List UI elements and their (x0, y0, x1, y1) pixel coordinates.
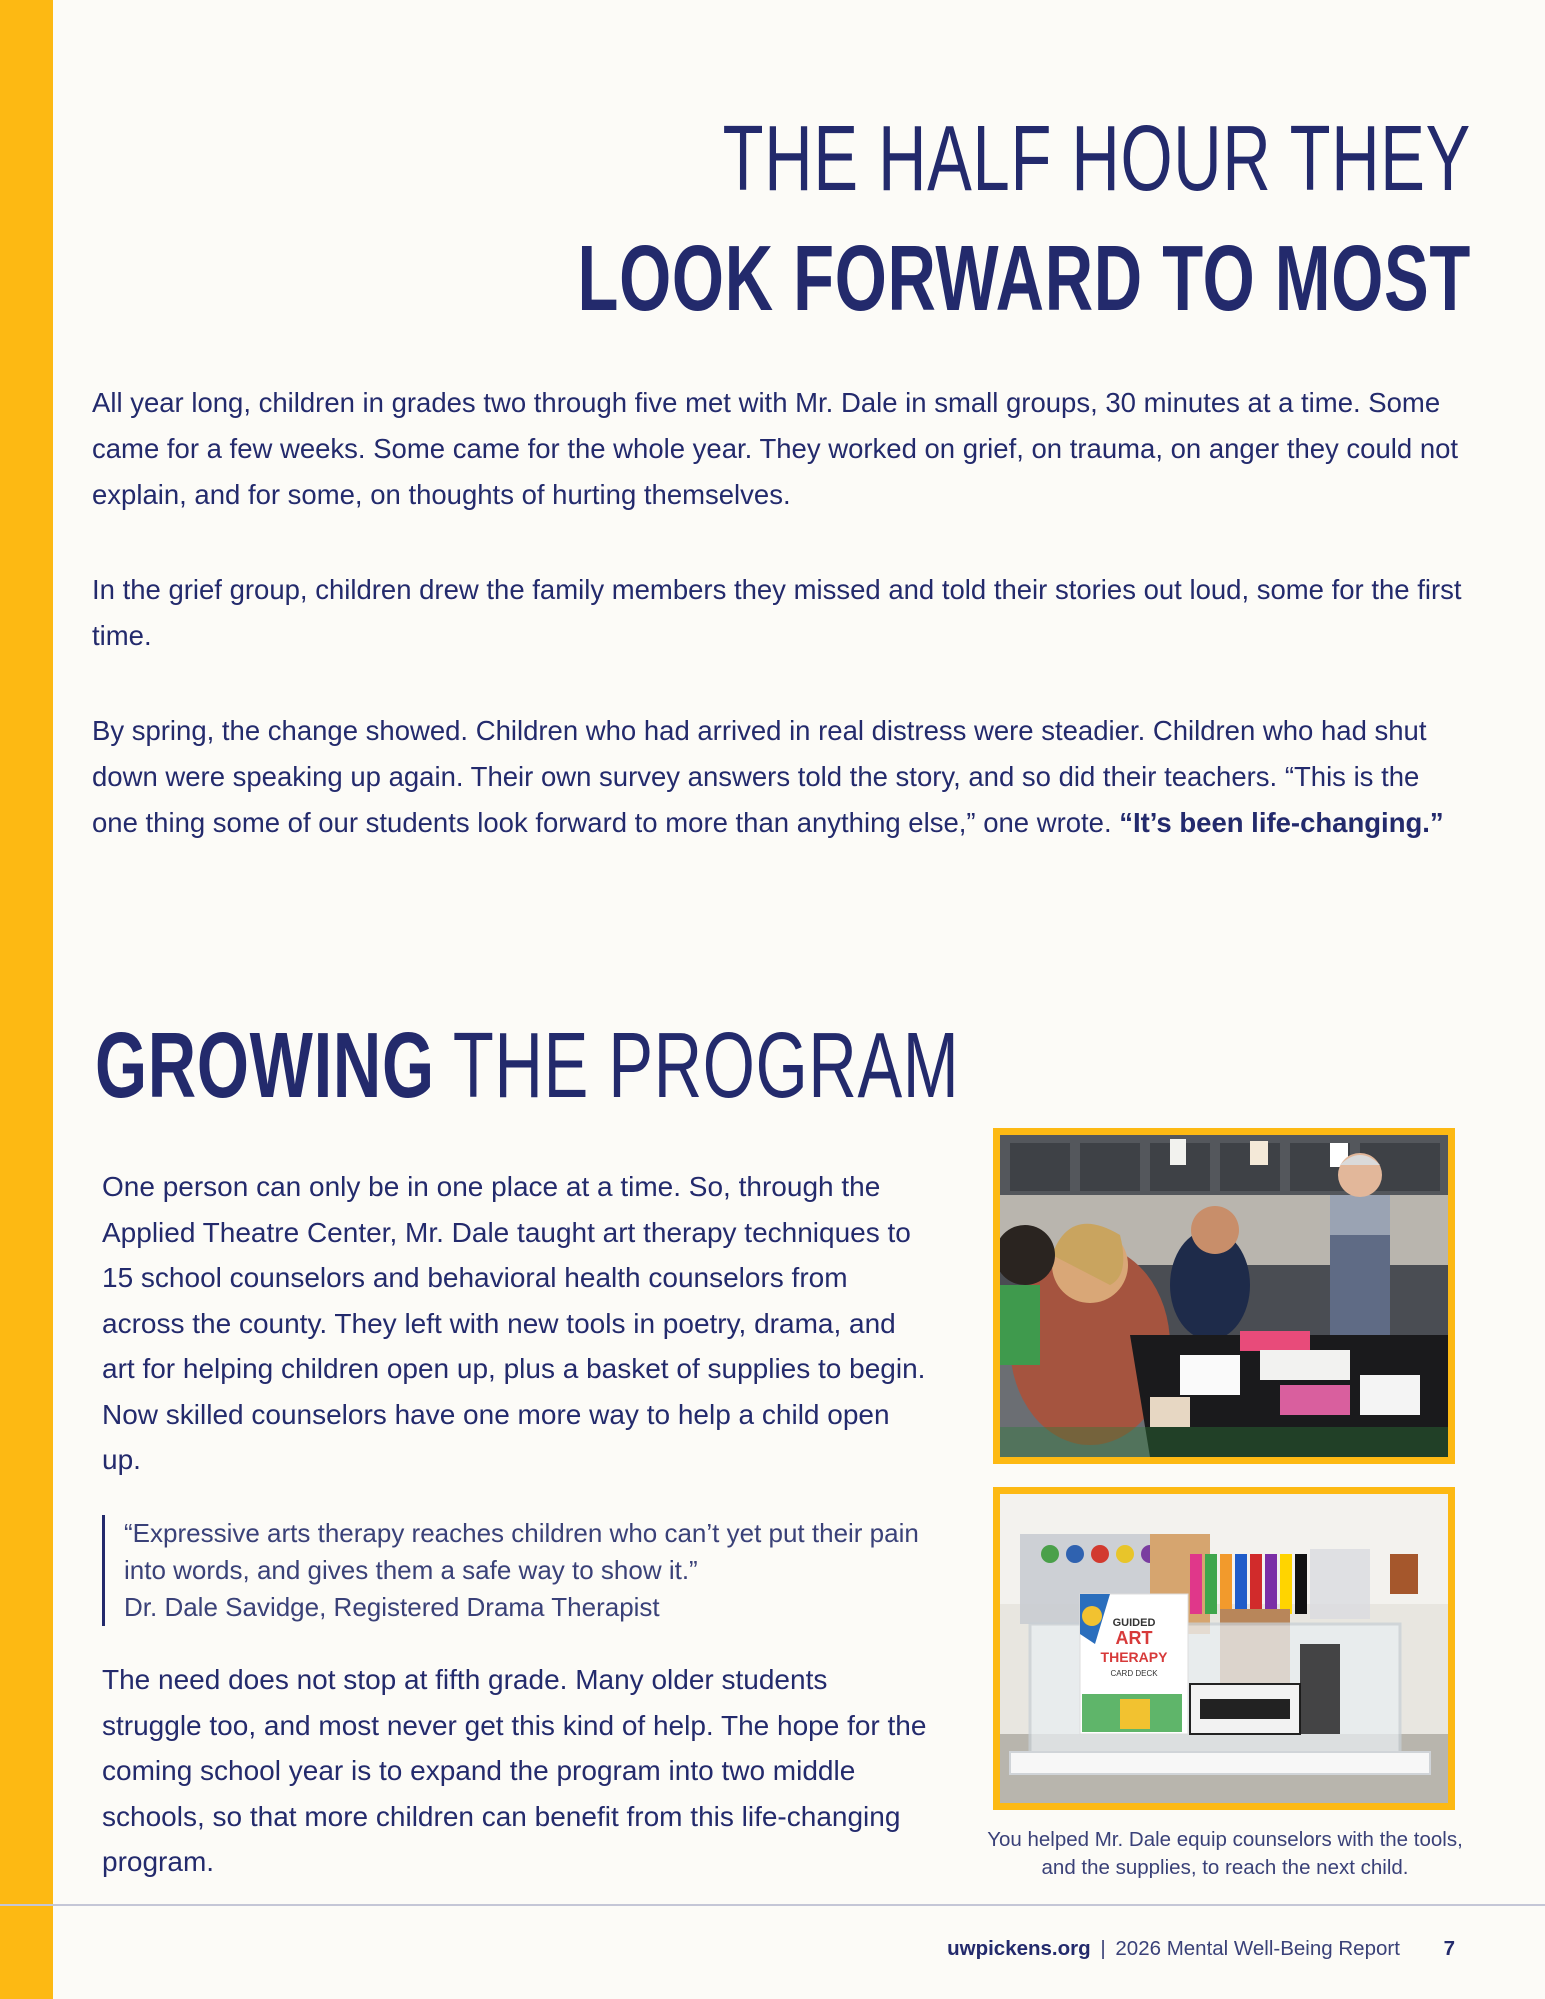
card-deck-top-text: GUIDED (1112, 1617, 1156, 1629)
section-paragraph-2: The need does not stop at fifth grade. Many older students struggle too, and most never get this kind of help. The hope for the coming school year is to expand the program into two middle schools, so that more children can benefit from this life-changing program. (102, 1664, 927, 1877)
page-footer (947, 1937, 1455, 1961)
footer-page-number: 7 (1443, 1937, 1455, 1960)
footer-separator: | (1100, 1937, 1106, 1960)
intro-paragraph-3 (92, 708, 1472, 846)
pull-quote-text: “Expressive arts therapy reaches children who can’t yet put their pain into words, and gives them a safe way to show it.” (124, 1518, 919, 1585)
page-headline (577, 98, 1471, 338)
headline-line-2: LOOK FORWARD TO MOST (577, 226, 1471, 330)
section-paragraph-1: One person can only be in one place at a time. So, through the Applied Theatre Center, Mr. Dale taught art therapy techniques to 15 school counselors and behavioral health counselors from across the county. They left with new tools in poetry, drama, and art for helping children open up, plus a basket of supplies to begin. Now skilled counselors have one more way to help a child open up. (102, 1171, 926, 1475)
intro-paragraph-3-text: By spring, the change showed. Children who had arrived in real distress were steadier. Children who had shut down were speaking up again. Their own survey answers told the story, and so did their teachers. “This is the one thing some of our students look forward to more than anything else,” one wrote. (92, 715, 1427, 838)
workshop-illustration (1000, 1135, 1448, 1457)
section-title-light: THE PROGRAM (434, 1013, 960, 1117)
intro-text (92, 380, 1472, 895)
intro-quote-emphasis: “It’s been life-changing.” (1119, 807, 1444, 838)
intro-paragraph-2: In the grief group, children drew the family members they missed and told their stories out loud, some for the first time. (92, 574, 1462, 651)
footer-divider (0, 1904, 1545, 1906)
section-body-2 (102, 1657, 932, 1885)
section-title (95, 1010, 959, 1120)
section-body-1 (102, 1164, 932, 1483)
card-deck-sub-text: CARD DECK (1110, 1669, 1158, 1678)
card-deck-art-text: ART (1115, 1628, 1153, 1648)
supply-basket-illustration (1000, 1494, 1448, 1803)
card-deck-therapy-text: THERAPY (1100, 1649, 1168, 1665)
pull-quote-attribution: Dr. Dale Savidge, Registered Drama Therapist (124, 1592, 660, 1622)
intro-paragraph-1: All year long, children in grades two through five met with Mr. Dale in small groups, 30 minutes at a time. Some came for a few weeks. Some came for the whole year. They worked on grief, on trauma, on anger they could not explain, and for some, on thoughts of hurting themselves. (92, 387, 1459, 510)
section-title-bold: GROWING (95, 1013, 435, 1117)
headline-line-1: THE HALF HOUR THEY (722, 106, 1471, 210)
pull-quote (102, 1515, 944, 1626)
footer-report-title: 2026 Mental Well-Being Report (1115, 1937, 1400, 1960)
footer-website-link[interactable]: uwpickens.org (947, 1937, 1091, 1960)
photo-caption: You helped Mr. Dale equip counselors with the tools, and the supplies, to reach the next child. (987, 1828, 1463, 1879)
photo-counselors-workshop (993, 1128, 1455, 1464)
accent-sidebar (0, 0, 53, 1999)
photo-supply-basket (993, 1487, 1455, 1810)
